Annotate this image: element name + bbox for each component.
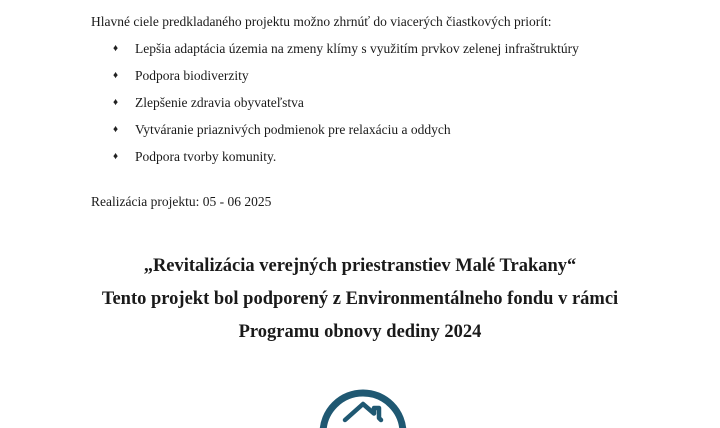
list-item [113, 148, 579, 175]
diamond-bullet-icon: ♦ [113, 43, 119, 54]
goal-text: Lepšia adaptácia územia na zmeny klímy s využitím prvkov zelenej infraštruktúry [135, 41, 579, 56]
list-item [113, 94, 579, 121]
goal-text: Podpora biodiverzity [135, 68, 249, 83]
house-roof-icon [318, 388, 408, 428]
diamond-bullet-icon: ♦ [113, 97, 119, 108]
list-item [113, 40, 579, 67]
list-item [113, 121, 579, 148]
goal-text: Podpora tvorby komunity. [135, 149, 277, 164]
support-statement: Tento projekt bol podporený z Environmentálneho fondu v rámci [101, 289, 619, 309]
diamond-bullet-icon: ♦ [113, 70, 119, 81]
project-title: „Revitalizácia verejných priestranstiev Malé Trakany“ [143, 256, 577, 276]
goal-text: Vytváranie priaznivých podmienok pre relaxáciu a oddych [135, 122, 451, 137]
list-item [113, 67, 579, 94]
diamond-bullet-icon: ♦ [113, 151, 119, 162]
diamond-bullet-icon: ♦ [113, 124, 119, 135]
realization-date: Realizácia projektu: 05 - 06 2025 [91, 194, 272, 209]
intro-paragraph: Hlavné ciele predkladaného projektu možno zhrnúť do viacerých čiastkových priorít: [91, 14, 552, 29]
program-name: Programu obnovy dediny 2024 [238, 322, 482, 342]
goals-list [113, 40, 579, 175]
goal-text: Zlepšenie zdravia obyvateľstva [135, 95, 304, 110]
